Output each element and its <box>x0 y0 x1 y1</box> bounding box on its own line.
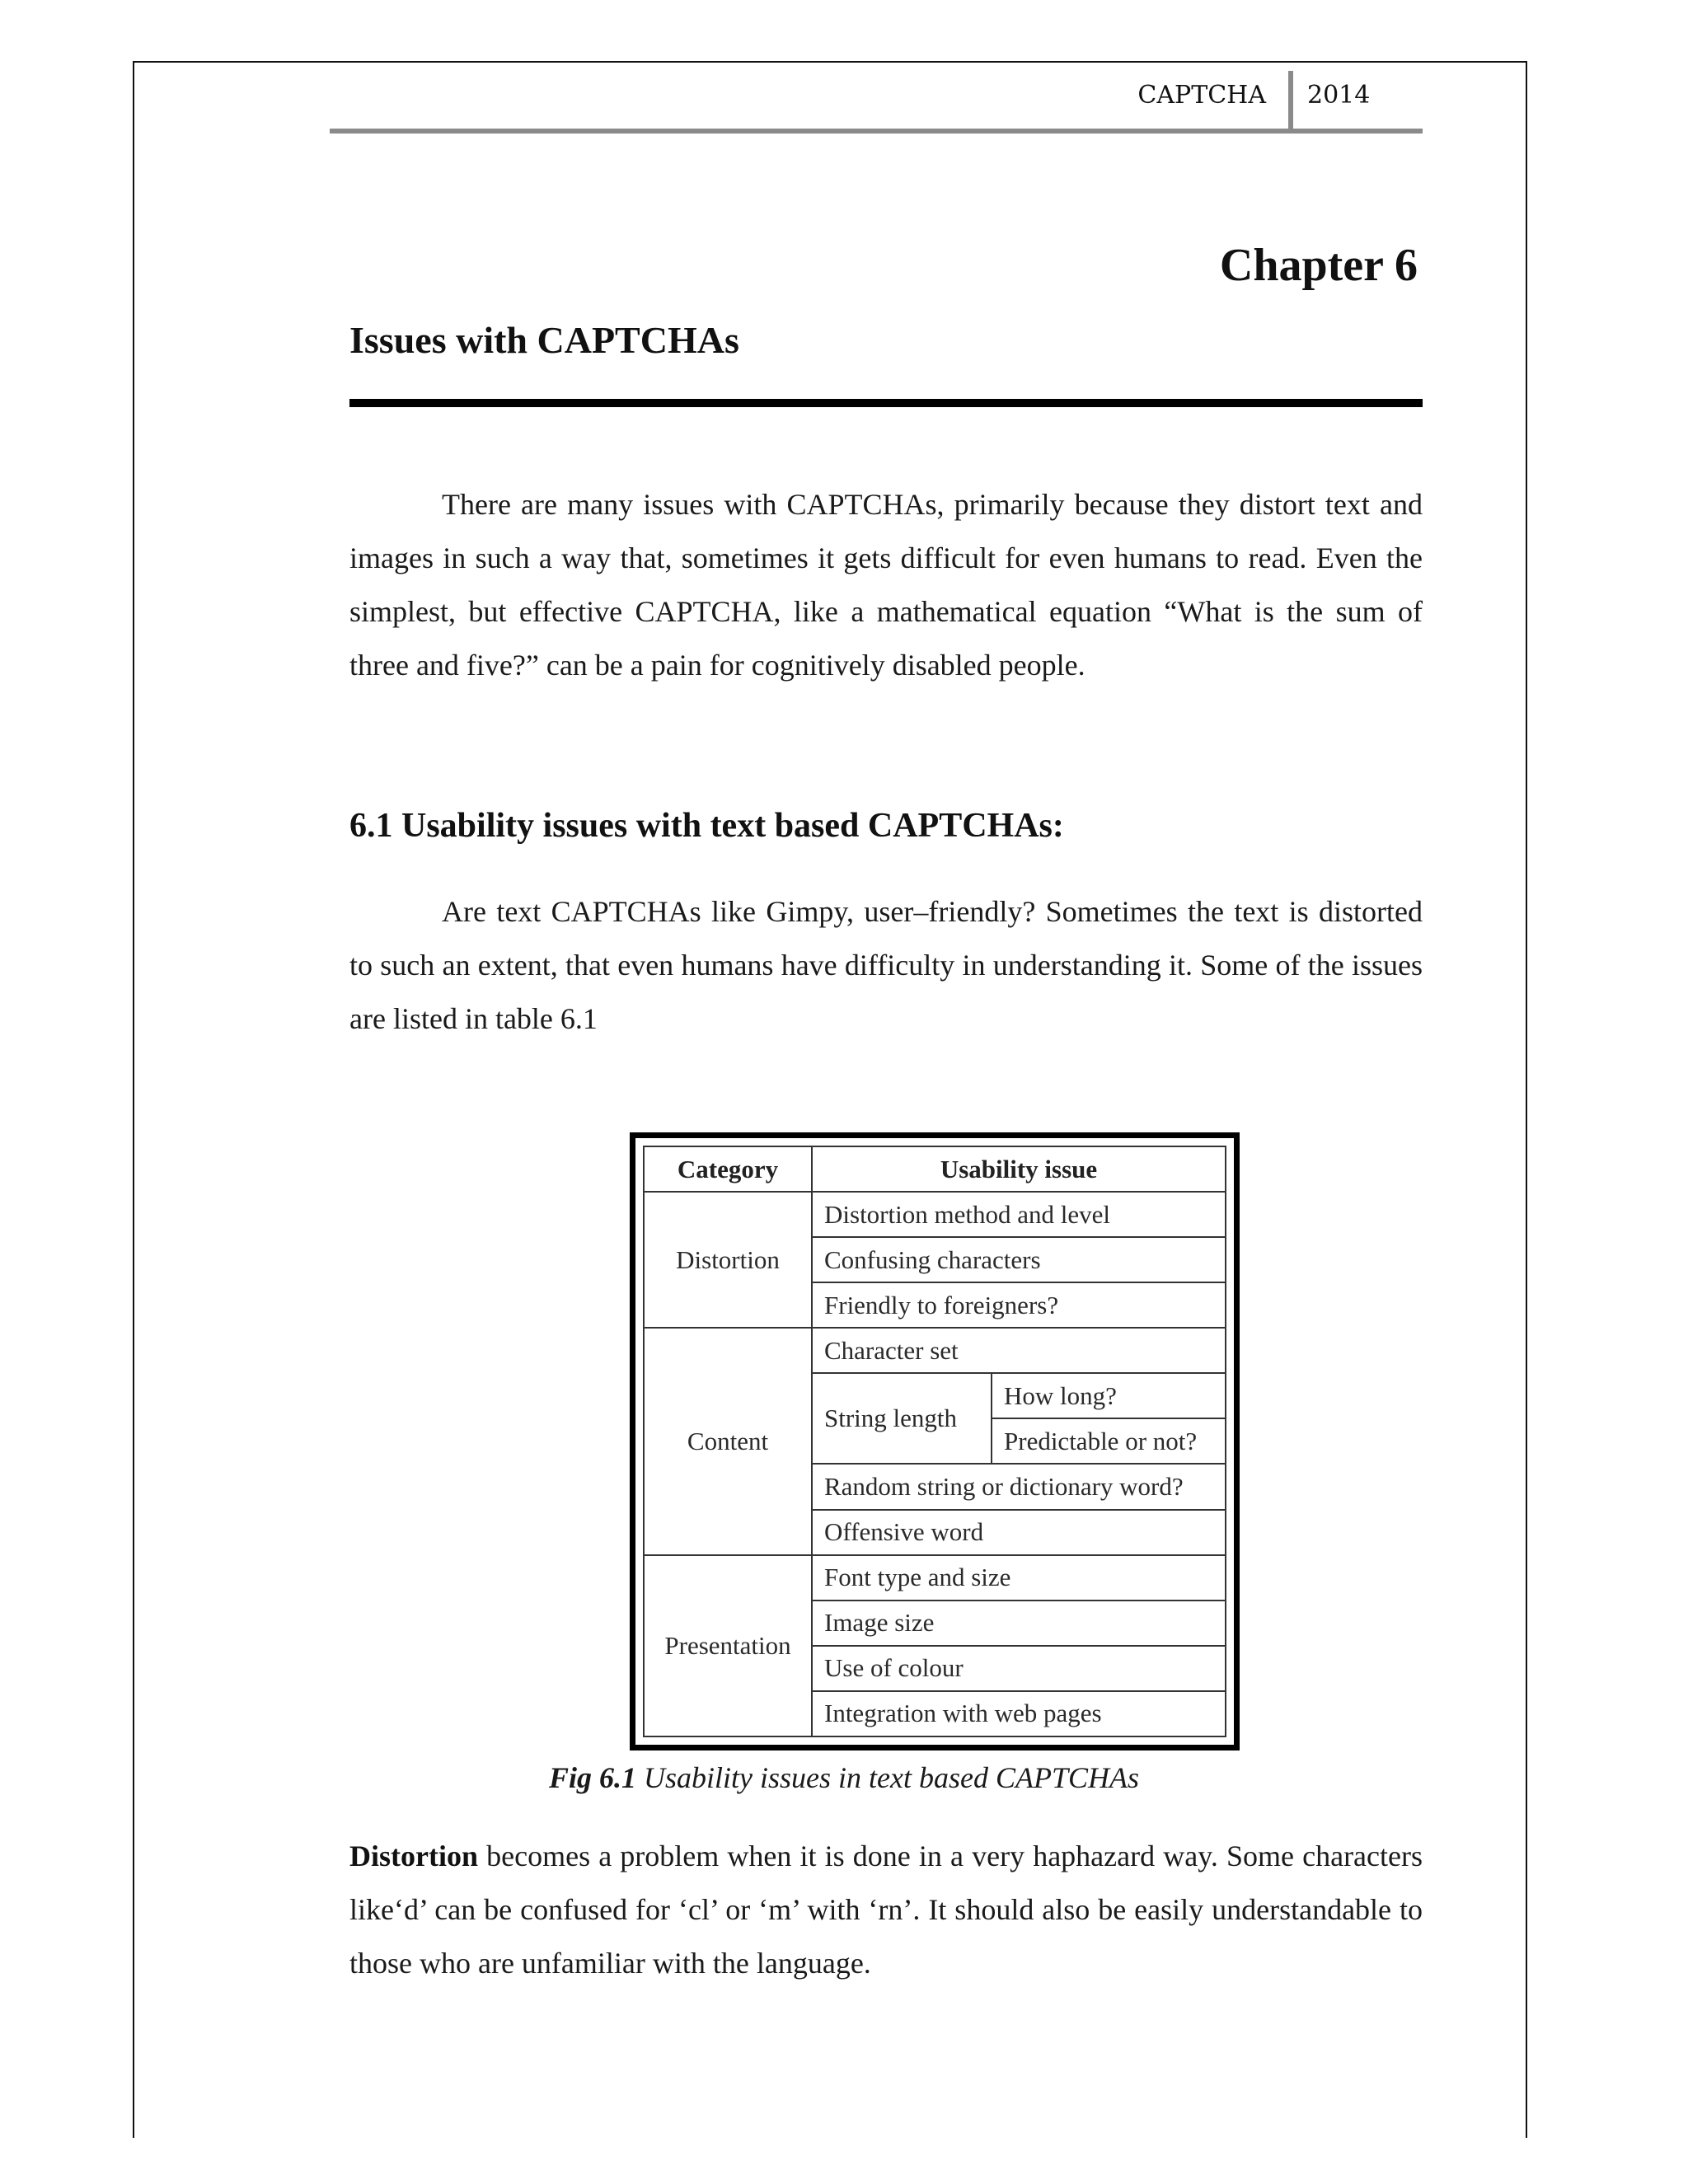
chapter-title: Issues with CAPTCHAs <box>349 319 739 361</box>
issue-cell: Font type and size <box>812 1555 1226 1601</box>
issue-cell: Character set <box>812 1328 1226 1373</box>
issue-cell: Friendly to foreigners? <box>812 1282 1226 1328</box>
chapter-number: Chapter 6 <box>1219 240 1418 291</box>
issue-cell: Random string or dictionary word? <box>812 1464 1226 1509</box>
distortion-lead: Distortion <box>349 1840 478 1872</box>
table-row <box>644 1555 1226 1601</box>
figure-caption <box>0 1760 1688 1795</box>
header-usability-issue: Usability issue <box>812 1146 1226 1192</box>
usability-table-figure <box>630 1132 1240 1750</box>
issue-cell: Distortion method and level <box>812 1192 1226 1237</box>
table-header-row <box>644 1146 1226 1192</box>
running-header <box>330 69 1423 134</box>
section-paragraph-text: Are text CAPTCHAs like Gimpy, user–friendly? Sometimes the text is distorted to such an extent, that even humans have difficulty in understanding it. Some of the issues are listed in table 6.1 <box>349 895 1423 1035</box>
figure-label: Fig 6.1 <box>549 1761 637 1794</box>
header-title: CAPTCHA <box>1137 81 1266 110</box>
section-heading: 6.1 Usability issues with text based CAPTCHAs: <box>349 807 1064 845</box>
issue-cell: Image size <box>812 1601 1226 1646</box>
issue-cell: Integration with web pages <box>812 1691 1226 1736</box>
issue-cell: Use of colour <box>812 1646 1226 1691</box>
issue-cell: Offensive word <box>812 1510 1226 1555</box>
page-border <box>133 61 1527 2138</box>
category-presentation: Presentation <box>644 1555 812 1736</box>
header-category: Category <box>644 1146 812 1192</box>
issue-cell: Predictable or not? <box>992 1418 1226 1464</box>
category-distortion: Distortion <box>644 1192 812 1328</box>
issue-cell: How long? <box>992 1373 1226 1418</box>
intro-paragraph <box>349 478 1423 692</box>
header-divider <box>1288 71 1293 129</box>
table-row <box>644 1192 1226 1237</box>
distortion-paragraph <box>349 1830 1423 1990</box>
category-content: Content <box>644 1328 812 1554</box>
table-row <box>644 1328 1226 1373</box>
section-paragraph <box>349 885 1423 1046</box>
figure-caption-text: Usability issues in text based CAPTCHAs <box>636 1761 1139 1794</box>
usability-table <box>643 1146 1226 1737</box>
distortion-paragraph-text: becomes a problem when it is done in a very haphazard way. Some characters like‘d’ can be confused for ‘cl’ or ‘m’ with ‘rn’. It should also be easily understandable to those who are unfamiliar with the language. <box>349 1840 1423 1980</box>
issue-string-length: String length <box>812 1373 992 1464</box>
intro-paragraph-text: There are many issues with CAPTCHAs, primarily because they distort text and images in such a way that, sometimes it gets difficult for even humans to read. Even the simplest, but effective CAPTCHA, like a mathematical equation “What is the sum of three and five?” can be a pain for cognitively disabled people. <box>349 488 1423 682</box>
issue-cell: Confusing characters <box>812 1237 1226 1282</box>
header-year: 2014 <box>1307 81 1371 110</box>
title-rule <box>349 399 1423 407</box>
